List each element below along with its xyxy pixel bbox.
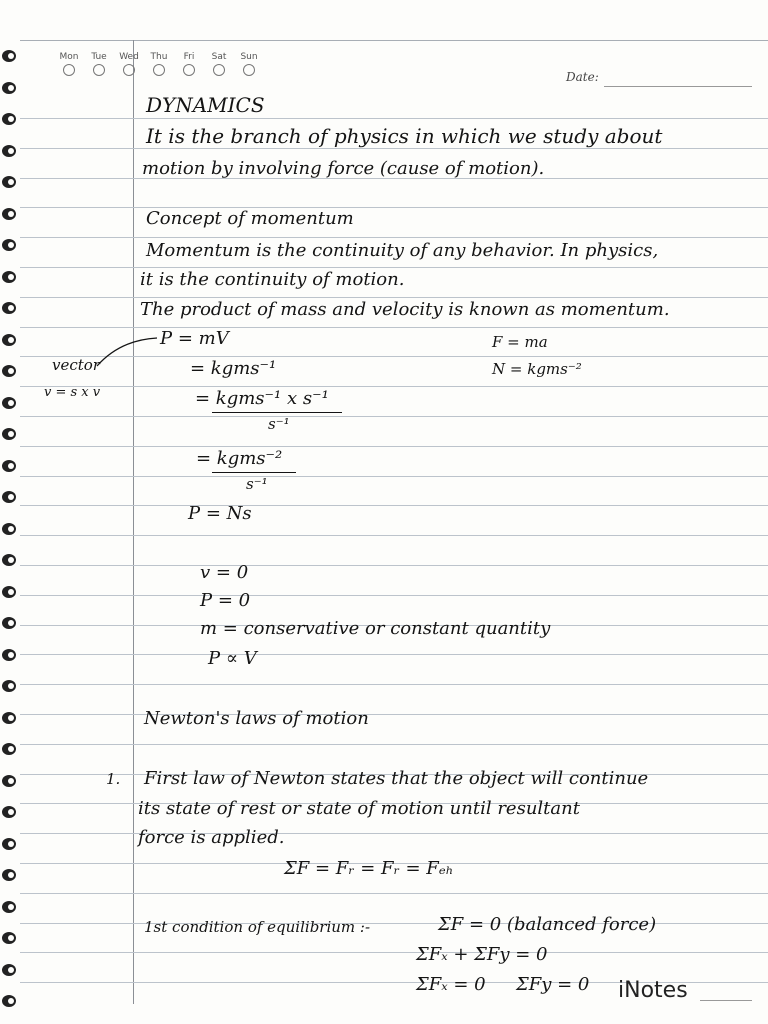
- equation-p-proportional-v: P ∝ V: [208, 648, 257, 669]
- ruled-line: [20, 565, 768, 566]
- law1-line-3: force is applied.: [138, 827, 285, 848]
- spiral-ring-icon: [0, 712, 20, 726]
- spiral-ring-icon: [0, 460, 20, 474]
- day-thu: Thu: [148, 52, 170, 76]
- ruled-line: [20, 237, 768, 238]
- ruled-line: [20, 744, 768, 745]
- day-circle-icon: [213, 64, 225, 76]
- equation-fy-zero: ΣFy = 0: [516, 974, 590, 995]
- ruled-line: [20, 207, 768, 208]
- ruled-line: [20, 684, 768, 685]
- equation-p-mv: P = mV: [160, 328, 229, 349]
- weekday-selector: [58, 52, 260, 76]
- spiral-ring-icon: [0, 995, 20, 1009]
- ruled-line: [20, 148, 768, 149]
- spiral-ring-icon: [0, 176, 20, 190]
- spiral-ring-icon: [0, 743, 20, 757]
- ruled-line: [20, 893, 768, 894]
- equilibrium-equation: ΣF = 0 (balanced force): [438, 914, 657, 935]
- fraction-bar: [212, 412, 342, 413]
- fraction-bar: [212, 472, 296, 473]
- spiral-ring-icon: [0, 869, 20, 883]
- ruled-line: [20, 476, 768, 477]
- equation-p-zero: P = 0: [200, 590, 251, 611]
- ruled-line: [20, 595, 768, 596]
- ruled-line: [20, 535, 768, 536]
- brand-line: [700, 1000, 752, 1001]
- day-circle-icon: [93, 64, 105, 76]
- momentum-line-1: Momentum is the continuity of any behavior. In physics,: [146, 240, 659, 261]
- equation-sum-forces: ΣF = Fᵣ = Fᵣ = Fₑₕ: [284, 858, 454, 879]
- ruled-line: [20, 654, 768, 655]
- spiral-ring-icon: [0, 964, 20, 978]
- equation-v-zero: v = 0: [200, 562, 249, 583]
- spiral-ring-icon: [0, 491, 20, 505]
- margin-line: [133, 40, 134, 1004]
- date-label: Date:: [566, 70, 599, 84]
- equation-n-unit: N = kgms⁻²: [492, 360, 582, 378]
- equation-fx-zero: ΣFₓ = 0: [416, 974, 486, 995]
- day-circle-icon: [243, 64, 255, 76]
- day-wed: Wed: [118, 52, 140, 76]
- law1-line-1: First law of Newton states that the object will continue: [144, 768, 649, 789]
- ruled-line: [20, 446, 768, 447]
- ruled-line: [20, 833, 768, 834]
- date-line: [604, 86, 752, 87]
- side-note-vector: vector: [52, 356, 100, 374]
- spiral-ring-icon: [0, 397, 20, 411]
- ruled-line: [20, 505, 768, 506]
- equilibrium-condition: 1st condition of equilibrium :-: [144, 918, 371, 936]
- title: DYNAMICS: [146, 93, 265, 117]
- definition-line-1: It is the branch of physics in which we study about: [146, 124, 663, 148]
- equation-m-constant: m = conservative or constant quantity: [200, 618, 551, 639]
- equation-unit-2-denominator: s⁻¹: [268, 415, 290, 433]
- ruled-line: [20, 416, 768, 417]
- day-sun: Sun: [238, 52, 260, 76]
- ruled-line: [20, 952, 768, 953]
- spiral-ring-icon: [0, 775, 20, 789]
- spiral-ring-icon: [0, 50, 20, 64]
- spiral-ring-icon: [0, 554, 20, 568]
- day-circle-icon: [183, 64, 195, 76]
- spiral-ring-icon: [0, 586, 20, 600]
- equation-p-ns: P = Ns: [188, 503, 252, 524]
- spiral-ring-icon: [0, 239, 20, 253]
- day-sat: Sat: [208, 52, 230, 76]
- ruled-line: [20, 267, 768, 268]
- ruled-line: [20, 297, 768, 298]
- equation-unit-1: = kgms⁻¹: [190, 358, 277, 379]
- spiral-ring-icon: [0, 680, 20, 694]
- day-tue: Tue: [88, 52, 110, 76]
- equation-unit-2-numerator: = kgms⁻¹ x s⁻¹: [195, 388, 329, 409]
- newton-heading: Newton's laws of motion: [144, 708, 369, 729]
- spiral-ring-icon: [0, 806, 20, 820]
- momentum-heading: Concept of momentum: [146, 208, 354, 229]
- spiral-ring-icon: [0, 145, 20, 159]
- ruled-line: [20, 386, 768, 387]
- equation-unit-3-numerator: = kgms⁻²: [196, 448, 283, 469]
- spiral-ring-icon: [0, 113, 20, 127]
- spiral-ring-icon: [0, 617, 20, 631]
- day-circle-icon: [123, 64, 135, 76]
- day-circle-icon: [63, 64, 75, 76]
- spiral-ring-icon: [0, 82, 20, 96]
- spiral-ring-icon: [0, 838, 20, 852]
- ruled-line: [20, 118, 768, 119]
- law1-line-2: its state of rest or state of motion until resultant: [138, 798, 580, 819]
- spiral-ring-icon: [0, 271, 20, 285]
- spiral-ring-icon: [0, 932, 20, 946]
- day-circle-icon: [153, 64, 165, 76]
- equation-fx-fy: ΣFₓ + ΣFy = 0: [416, 944, 548, 965]
- spiral-ring-icon: [0, 365, 20, 379]
- annotation-arrow-icon: [95, 330, 165, 370]
- day-mon: Mon: [58, 52, 80, 76]
- spiral-ring-icon: [0, 901, 20, 915]
- law-number: 1.: [106, 770, 121, 788]
- spiral-ring-icon: [0, 334, 20, 348]
- spiral-ring-icon: [0, 428, 20, 442]
- spiral-ring-icon: [0, 302, 20, 316]
- ruled-line: [20, 714, 768, 715]
- definition-line-2: motion by involving force (cause of motion).: [142, 158, 545, 179]
- spiral-ring-icon: [0, 649, 20, 663]
- ruled-line: [20, 327, 768, 328]
- momentum-line-3: The product of mass and velocity is known as momentum.: [140, 299, 670, 320]
- equation-f-ma: F = ma: [492, 333, 548, 351]
- equation-unit-3-denominator: s⁻¹: [246, 475, 268, 493]
- spiral-ring-icon: [0, 523, 20, 537]
- brand-logo: iNotes: [618, 978, 688, 1003]
- spiral-ring-icon: [0, 208, 20, 222]
- side-note-formula: v = s x v: [44, 385, 101, 400]
- day-fri: Fri: [178, 52, 200, 76]
- momentum-line-2: it is the continuity of motion.: [140, 269, 405, 290]
